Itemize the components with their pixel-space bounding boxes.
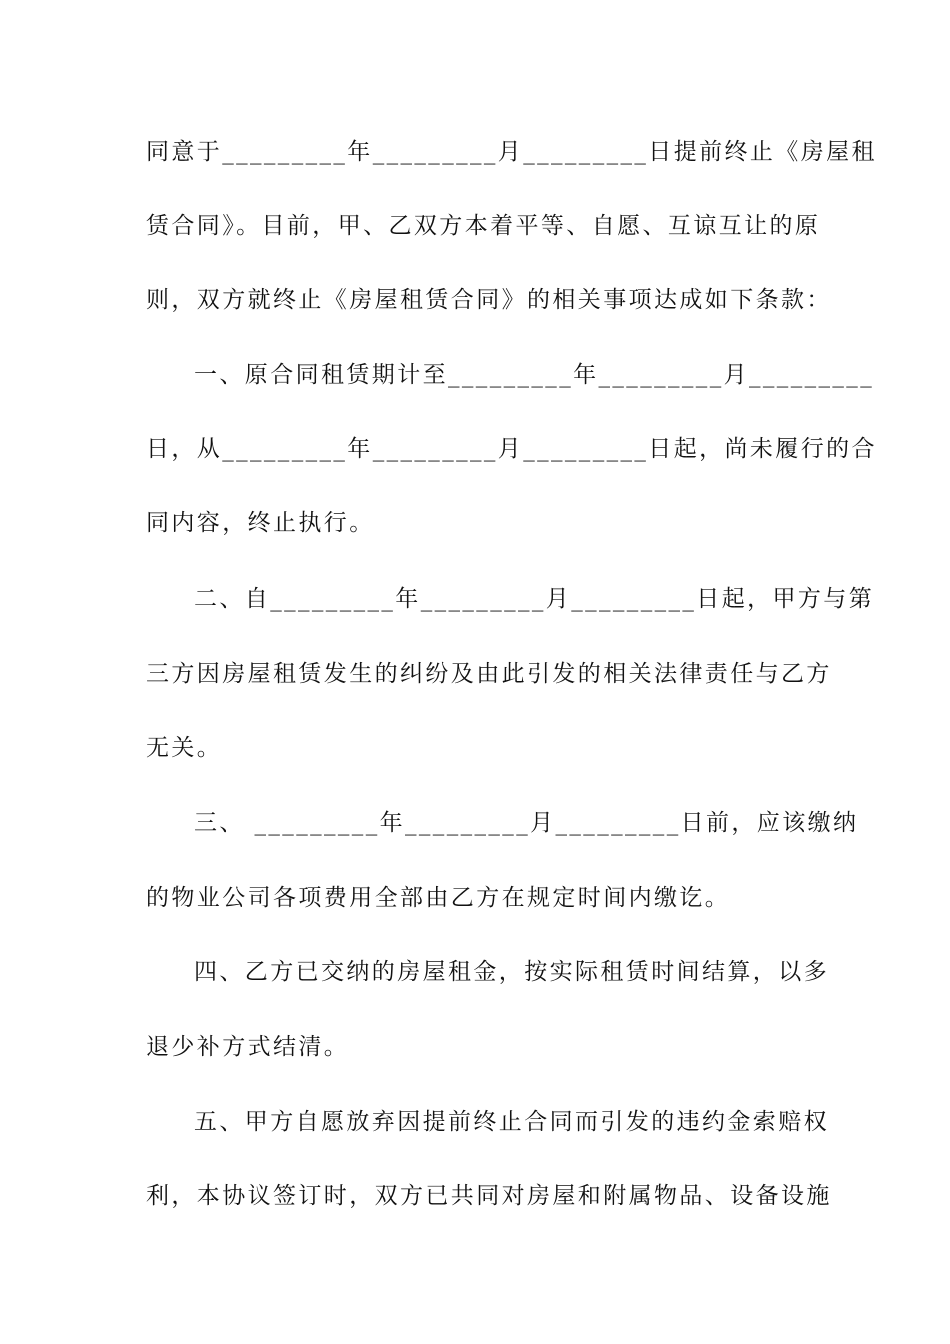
clause-2-line: 二、自_________年_________月_________日起，甲方与第 [194, 586, 875, 612]
text-line: 赁合同》。目前，甲、乙双方本着平等、自愿、互谅互让的原 [146, 213, 821, 239]
text-line: 同意于_________年_________月_________日提前终止《房屋租 [146, 139, 877, 165]
text-line: 无关。 [146, 735, 223, 761]
text-line: 日，从_________年_________月_________日起，尚未履行的合 [146, 436, 877, 462]
text-line: 同内容，终止执行。 [146, 510, 375, 536]
clause-1-line: 一、原合同租赁期计至_________年_________月_________ [194, 362, 875, 388]
text-line: 三方因房屋租赁发生的纠纷及由此引发的相关法律责任与乙方 [146, 661, 832, 687]
text-line: 则，双方就终止《房屋租赁合同》的相关事项达成如下条款： [146, 287, 832, 313]
clause-5-line: 五、甲方自愿放弃因提前终止合同而引发的违约金索赔权 [194, 1109, 829, 1135]
clause-3-line: 三、 _________年_________月_________日前，应该缴纳 [194, 810, 859, 836]
clause-4-line: 四、乙方已交纳的房屋租金，按实际租赁时间结算，以多 [194, 959, 829, 985]
text-line: 利，本协议签订时，双方已共同对房屋和附属物品、设备设施 [146, 1183, 832, 1209]
text-line: 退少补方式结清。 [146, 1034, 350, 1060]
text-line: 的物业公司各项费用全部由乙方在规定时间内缴讫。 [146, 885, 731, 911]
